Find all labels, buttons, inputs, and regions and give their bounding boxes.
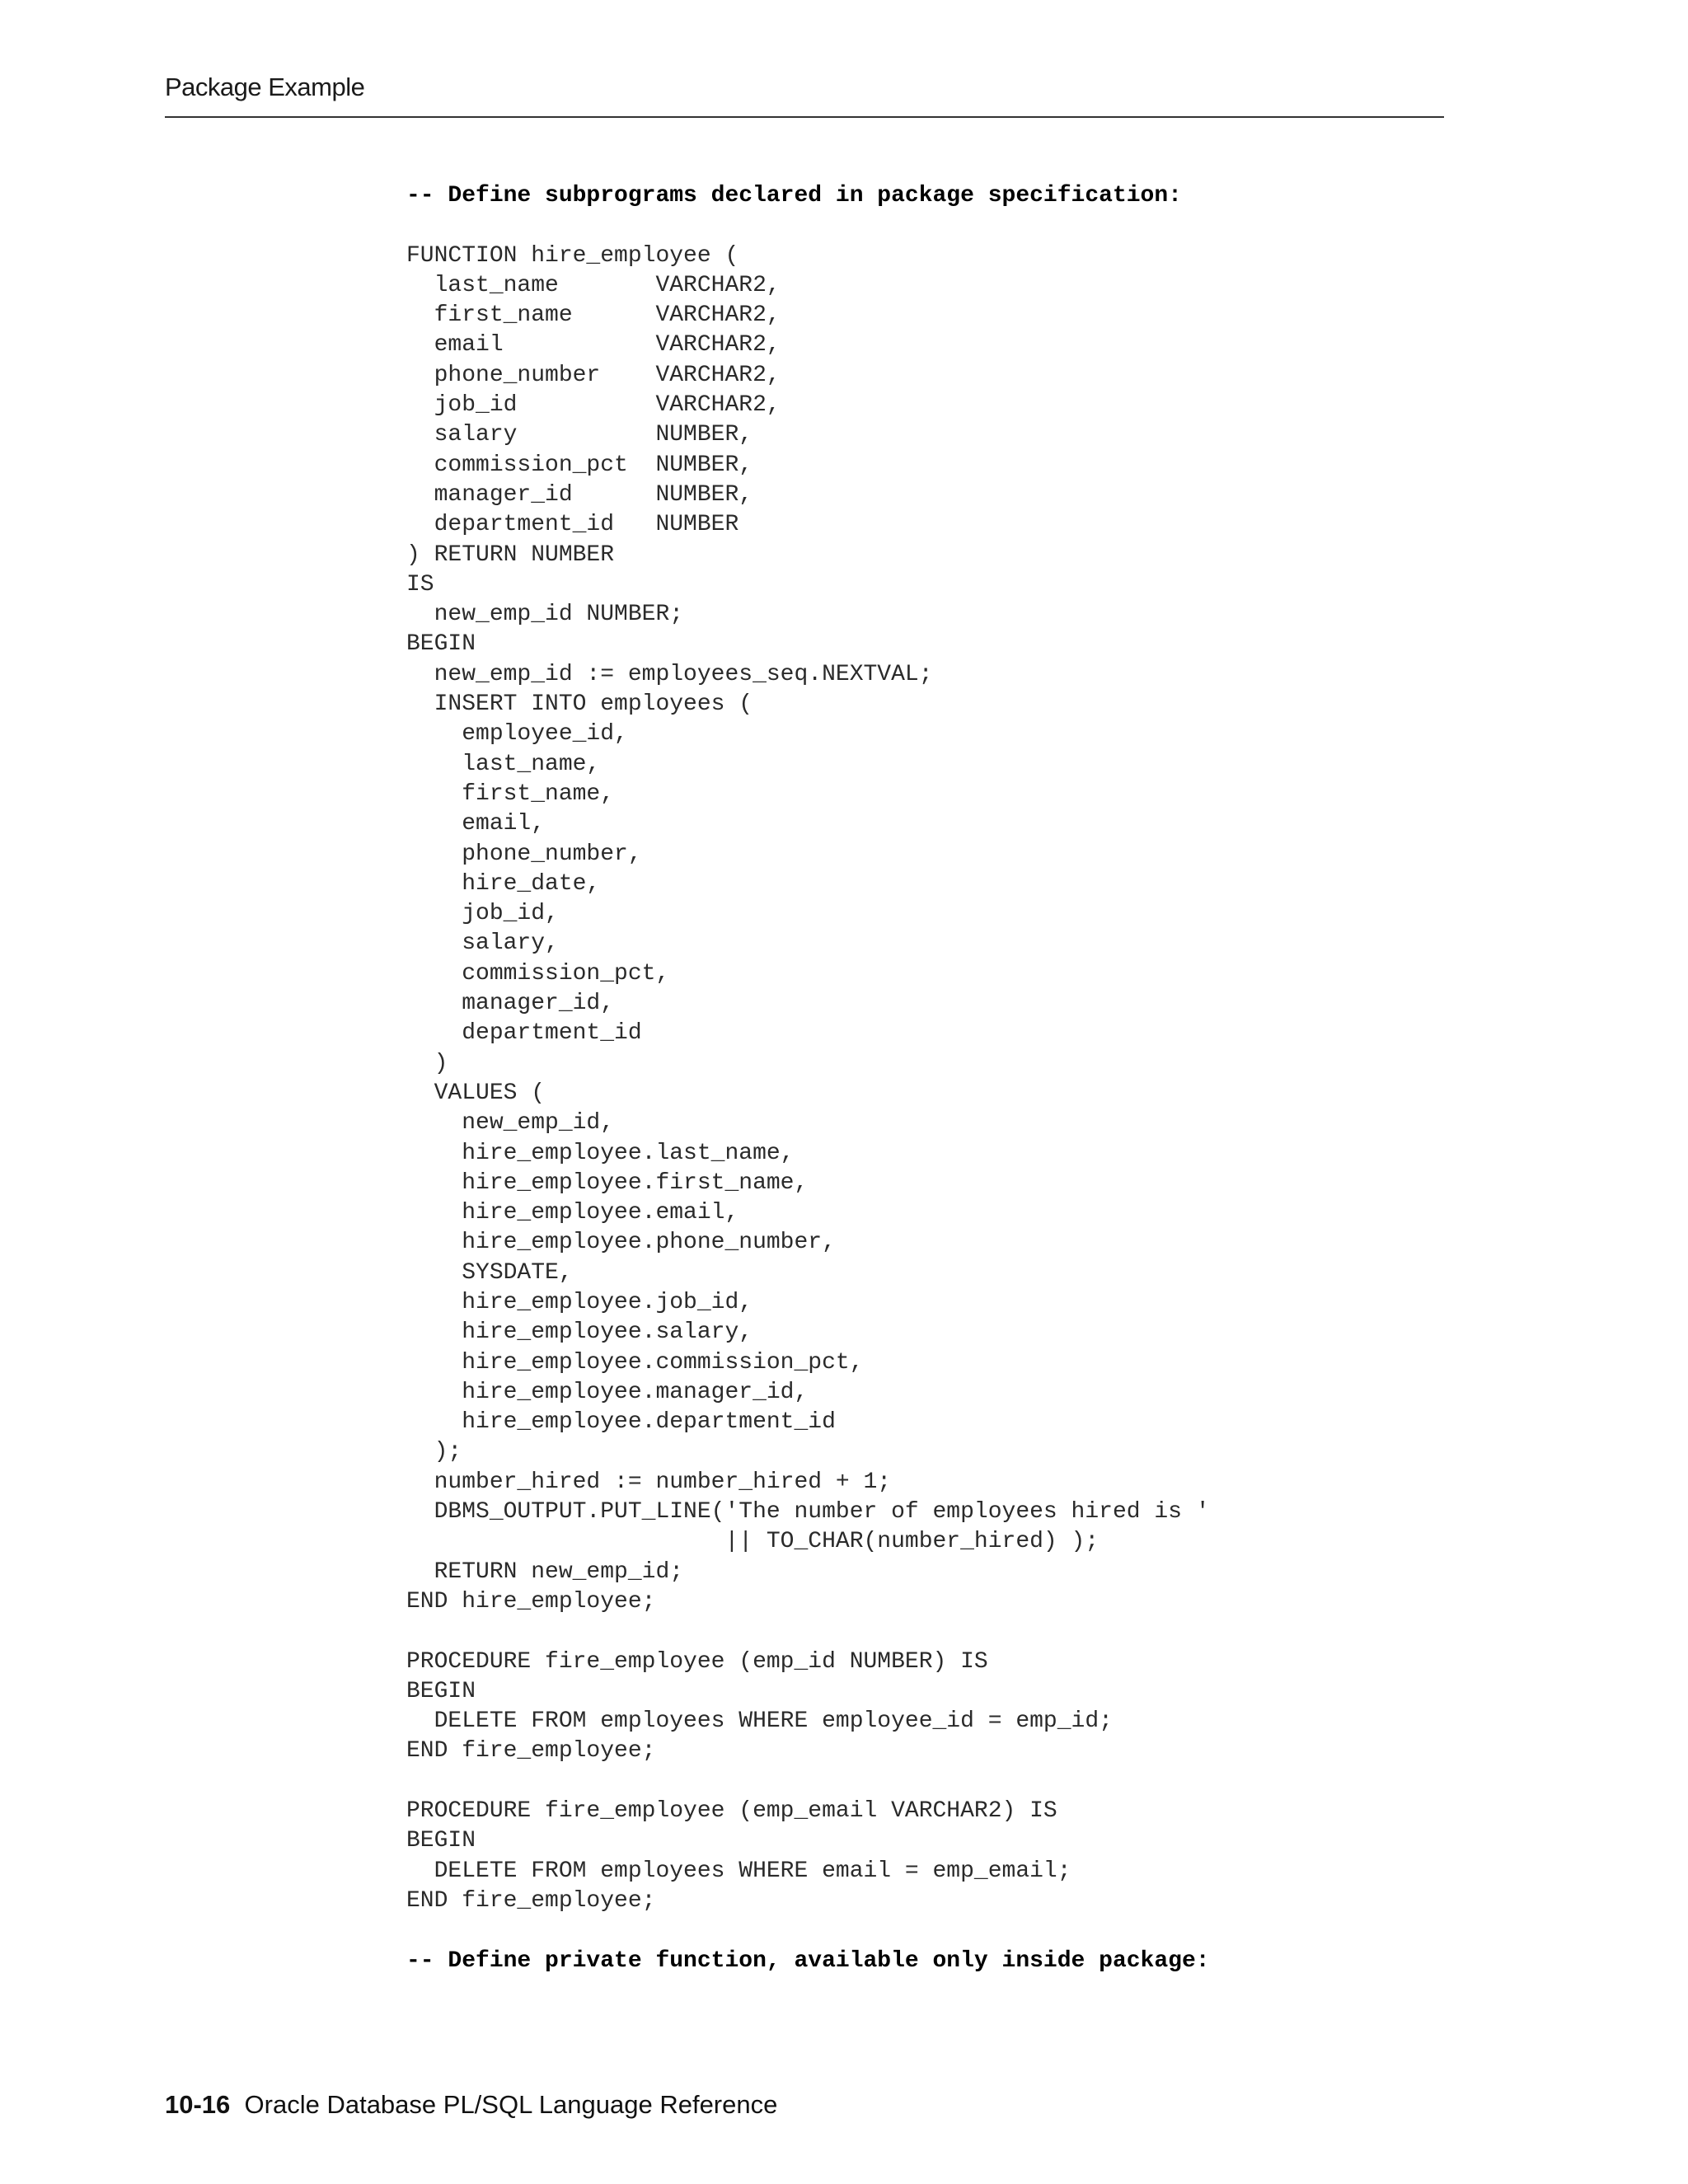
code-procedure-fire-employee-email: PROCEDURE fire_employee (emp_email VARCHAR2) IS BEGIN DELETE FROM employees WHERE email = emp_email; END fire_employee;	[406, 1798, 1071, 1914]
book-title: Oracle Database PL/SQL Language Reference	[244, 2090, 778, 2119]
code-function-hire-employee: FUNCTION hire_employee ( last_name VARCHAR2, first_name VARCHAR2, email VARCHAR2, phone_number VARCHAR2, job_id VARCHAR2, salary NUMBER, commission_pct NUMBER, manager_id NUMBER, department_id NUMBER ) RETURN NUMBER IS new_emp_id NUMBER; BEGIN new_emp_id := employees_seq.NEXTVAL; INSERT INTO employees ( employee_id, last_name, first_name, email, phone_number, hire_date, job_id, salary, commission_pct, manager_id, department_id ) VALUES ( new_emp_id, hire_employee.last_name, hire_employee.first_name, hire_employee.email, hire_employee.phone_number, SYSDATE, hire_employee.job_id, hire_employee.salary, hire_employee.commission_pct, hire_employee.manager_id, hire_employee.department_id ); number_hired := number_hired + 1; DBMS_OUTPUT.PUT_LINE('The number of employees hired is ' || TO_CHAR(number_hired) ); RETURN new_emp_id; END hire_employee;	[406, 242, 1210, 1615]
code-procedure-fire-employee-id: PROCEDURE fire_employee (emp_id NUMBER) IS BEGIN DELETE FROM employees WHERE employee_id = emp_id; END fire_employee;	[406, 1648, 1113, 1765]
code-comment-private: -- Define private function, available only inside package:	[406, 1947, 1210, 1974]
page-number: 10-16	[165, 2090, 231, 2119]
header-divider	[165, 116, 1444, 118]
page-header-title: Package Example	[165, 73, 365, 101]
page-footer	[165, 2090, 777, 2120]
code-example	[406, 181, 1210, 1976]
code-comment-spec: -- Define subprograms declared in package specification:	[406, 183, 1182, 209]
